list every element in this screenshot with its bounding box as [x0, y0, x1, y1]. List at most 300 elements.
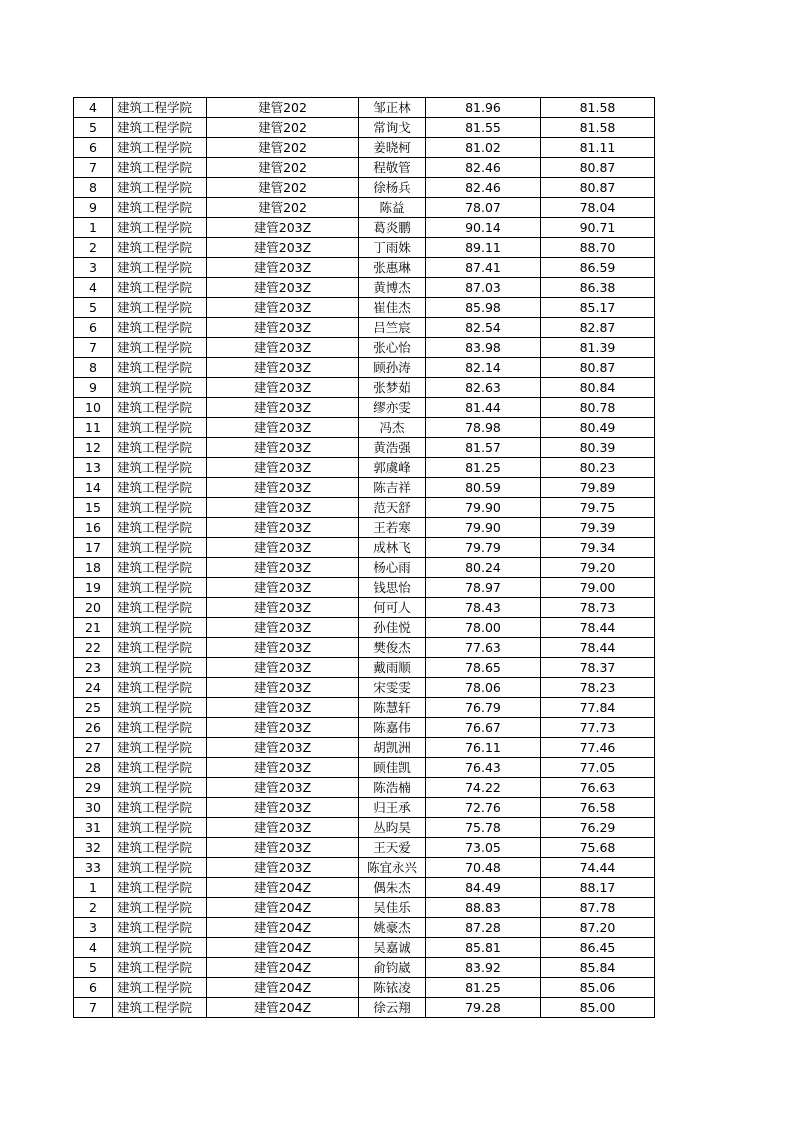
score-2-cell: 80.87: [541, 178, 655, 198]
college-cell: 建筑工程学院: [113, 798, 207, 818]
score-1-cell: 79.90: [426, 498, 541, 518]
class-cell: 建管203Z: [207, 678, 359, 698]
college-cell: 建筑工程学院: [113, 298, 207, 318]
student-name-cell: 成林飞: [359, 538, 426, 558]
table-row: [74, 678, 655, 698]
score-2-cell: 79.39: [541, 518, 655, 538]
table-row: [74, 978, 655, 998]
score-1-cell: 87.28: [426, 918, 541, 938]
score-1-cell: 76.67: [426, 718, 541, 738]
score-2-cell: 79.20: [541, 558, 655, 578]
row-number-cell: 22: [74, 638, 113, 658]
row-number-cell: 11: [74, 418, 113, 438]
score-1-cell: 80.59: [426, 478, 541, 498]
score-1-cell: 70.48: [426, 858, 541, 878]
row-number-cell: 23: [74, 658, 113, 678]
class-cell: 建管203Z: [207, 658, 359, 678]
college-cell: 建筑工程学院: [113, 438, 207, 458]
table-row: [74, 958, 655, 978]
class-cell: 建管203Z: [207, 838, 359, 858]
score-1-cell: 81.55: [426, 118, 541, 138]
table-row: [74, 878, 655, 898]
row-number-cell: 4: [74, 98, 113, 118]
score-1-cell: 78.97: [426, 578, 541, 598]
student-name-cell: 黄浩强: [359, 438, 426, 458]
student-name-cell: 陈浩楠: [359, 778, 426, 798]
class-cell: 建管203Z: [207, 278, 359, 298]
score-1-cell: 81.25: [426, 458, 541, 478]
score-1-cell: 85.98: [426, 298, 541, 318]
college-cell: 建筑工程学院: [113, 898, 207, 918]
student-name-cell: 宋雯雯: [359, 678, 426, 698]
row-number-cell: 7: [74, 158, 113, 178]
college-cell: 建筑工程学院: [113, 238, 207, 258]
row-number-cell: 27: [74, 738, 113, 758]
student-name-cell: 王若寒: [359, 518, 426, 538]
table-row: [74, 578, 655, 598]
class-cell: 建管203Z: [207, 758, 359, 778]
score-2-cell: 81.58: [541, 98, 655, 118]
table-row: [74, 278, 655, 298]
college-cell: 建筑工程学院: [113, 758, 207, 778]
row-number-cell: 4: [74, 278, 113, 298]
table-row: [74, 298, 655, 318]
student-name-cell: 俞钧崴: [359, 958, 426, 978]
college-cell: 建筑工程学院: [113, 498, 207, 518]
score-2-cell: 77.46: [541, 738, 655, 758]
college-cell: 建筑工程学院: [113, 918, 207, 938]
student-name-cell: 范天舒: [359, 498, 426, 518]
class-cell: 建管203Z: [207, 298, 359, 318]
score-2-cell: 77.05: [541, 758, 655, 778]
college-cell: 建筑工程学院: [113, 998, 207, 1018]
row-number-cell: 17: [74, 538, 113, 558]
class-cell: 建管203Z: [207, 778, 359, 798]
row-number-cell: 13: [74, 458, 113, 478]
row-number-cell: 5: [74, 118, 113, 138]
score-2-cell: 86.45: [541, 938, 655, 958]
student-name-cell: 吴嘉诚: [359, 938, 426, 958]
row-number-cell: 2: [74, 238, 113, 258]
class-cell: 建管204Z: [207, 918, 359, 938]
college-cell: 建筑工程学院: [113, 618, 207, 638]
table-row: [74, 98, 655, 118]
table-row: [74, 238, 655, 258]
table-row: [74, 918, 655, 938]
score-1-cell: 79.79: [426, 538, 541, 558]
score-1-cell: 76.11: [426, 738, 541, 758]
score-2-cell: 88.17: [541, 878, 655, 898]
score-2-cell: 80.87: [541, 358, 655, 378]
student-name-cell: 陈益: [359, 198, 426, 218]
class-cell: 建管203Z: [207, 818, 359, 838]
row-number-cell: 29: [74, 778, 113, 798]
table-row: [74, 898, 655, 918]
class-cell: 建管202: [207, 178, 359, 198]
row-number-cell: 1: [74, 218, 113, 238]
score-2-cell: 79.34: [541, 538, 655, 558]
college-cell: 建筑工程学院: [113, 318, 207, 338]
table-row: [74, 558, 655, 578]
score-2-cell: 80.49: [541, 418, 655, 438]
score-2-cell: 85.17: [541, 298, 655, 318]
row-number-cell: 5: [74, 298, 113, 318]
score-2-cell: 78.04: [541, 198, 655, 218]
row-number-cell: 32: [74, 838, 113, 858]
college-cell: 建筑工程学院: [113, 158, 207, 178]
student-name-cell: 吴佳乐: [359, 898, 426, 918]
college-cell: 建筑工程学院: [113, 958, 207, 978]
row-number-cell: 6: [74, 318, 113, 338]
row-number-cell: 3: [74, 258, 113, 278]
row-number-cell: 18: [74, 558, 113, 578]
row-number-cell: 8: [74, 178, 113, 198]
college-cell: 建筑工程学院: [113, 258, 207, 278]
student-name-cell: 张梦茹: [359, 378, 426, 398]
student-name-cell: 程敬管: [359, 158, 426, 178]
score-1-cell: 90.14: [426, 218, 541, 238]
class-cell: 建管202: [207, 138, 359, 158]
class-cell: 建管203Z: [207, 538, 359, 558]
score-2-cell: 79.75: [541, 498, 655, 518]
score-2-cell: 78.73: [541, 598, 655, 618]
row-number-cell: 21: [74, 618, 113, 638]
college-cell: 建筑工程学院: [113, 718, 207, 738]
score-2-cell: 76.63: [541, 778, 655, 798]
row-number-cell: 24: [74, 678, 113, 698]
row-number-cell: 7: [74, 338, 113, 358]
student-name-cell: 偶朱杰: [359, 878, 426, 898]
college-cell: 建筑工程学院: [113, 818, 207, 838]
score-2-cell: 78.37: [541, 658, 655, 678]
table-row: [74, 938, 655, 958]
student-name-cell: 缪亦雯: [359, 398, 426, 418]
student-name-cell: 胡凯洲: [359, 738, 426, 758]
student-name-cell: 顾孙涛: [359, 358, 426, 378]
college-cell: 建筑工程学院: [113, 838, 207, 858]
class-cell: 建管203Z: [207, 558, 359, 578]
student-name-cell: 张心怡: [359, 338, 426, 358]
college-cell: 建筑工程学院: [113, 598, 207, 618]
student-name-cell: 徐云翔: [359, 998, 426, 1018]
row-number-cell: 33: [74, 858, 113, 878]
table-row: [74, 738, 655, 758]
table-row: [74, 258, 655, 278]
college-cell: 建筑工程学院: [113, 278, 207, 298]
table-row: [74, 178, 655, 198]
row-number-cell: 4: [74, 938, 113, 958]
table-row: [74, 398, 655, 418]
score-2-cell: 75.68: [541, 838, 655, 858]
score-1-cell: 85.81: [426, 938, 541, 958]
college-cell: 建筑工程学院: [113, 138, 207, 158]
score-1-cell: 82.63: [426, 378, 541, 398]
score-2-cell: 88.70: [541, 238, 655, 258]
student-name-cell: 郭虞峰: [359, 458, 426, 478]
row-number-cell: 9: [74, 378, 113, 398]
score-1-cell: 76.43: [426, 758, 541, 778]
class-cell: 建管203Z: [207, 798, 359, 818]
score-2-cell: 80.87: [541, 158, 655, 178]
student-name-cell: 黄博杰: [359, 278, 426, 298]
table-row: [74, 478, 655, 498]
class-cell: 建管203Z: [207, 618, 359, 638]
table-row: [74, 858, 655, 878]
college-cell: 建筑工程学院: [113, 858, 207, 878]
score-2-cell: 77.73: [541, 718, 655, 738]
score-1-cell: 82.46: [426, 178, 541, 198]
student-name-cell: 陈吉祥: [359, 478, 426, 498]
college-cell: 建筑工程学院: [113, 178, 207, 198]
table-row: [74, 798, 655, 818]
student-name-cell: 樊俊杰: [359, 638, 426, 658]
table-row: [74, 138, 655, 158]
score-1-cell: 84.49: [426, 878, 541, 898]
score-1-cell: 82.14: [426, 358, 541, 378]
table-row: [74, 458, 655, 478]
class-cell: 建管203Z: [207, 478, 359, 498]
class-cell: 建管203Z: [207, 378, 359, 398]
student-name-cell: 陈铱凌: [359, 978, 426, 998]
class-cell: 建管203Z: [207, 518, 359, 538]
class-cell: 建管203Z: [207, 738, 359, 758]
class-cell: 建管204Z: [207, 938, 359, 958]
table-row: [74, 538, 655, 558]
college-cell: 建筑工程学院: [113, 938, 207, 958]
class-cell: 建管204Z: [207, 878, 359, 898]
row-number-cell: 15: [74, 498, 113, 518]
student-name-cell: 邹正林: [359, 98, 426, 118]
table-row: [74, 158, 655, 178]
class-cell: 建管203Z: [207, 858, 359, 878]
table-row: [74, 438, 655, 458]
student-name-cell: 常询戈: [359, 118, 426, 138]
class-cell: 建管204Z: [207, 898, 359, 918]
score-2-cell: 81.11: [541, 138, 655, 158]
score-2-cell: 86.59: [541, 258, 655, 278]
college-cell: 建筑工程学院: [113, 458, 207, 478]
table-row: [74, 218, 655, 238]
score-1-cell: 73.05: [426, 838, 541, 858]
table-row: [74, 818, 655, 838]
row-number-cell: 31: [74, 818, 113, 838]
college-cell: 建筑工程学院: [113, 678, 207, 698]
score-1-cell: 81.96: [426, 98, 541, 118]
score-1-cell: 82.54: [426, 318, 541, 338]
row-number-cell: 8: [74, 358, 113, 378]
score-2-cell: 79.00: [541, 578, 655, 598]
score-2-cell: 78.23: [541, 678, 655, 698]
score-2-cell: 78.44: [541, 618, 655, 638]
score-1-cell: 89.11: [426, 238, 541, 258]
table-row: [74, 778, 655, 798]
row-number-cell: 28: [74, 758, 113, 778]
student-name-cell: 何可人: [359, 598, 426, 618]
score-1-cell: 83.92: [426, 958, 541, 978]
row-number-cell: 19: [74, 578, 113, 598]
row-number-cell: 9: [74, 198, 113, 218]
score-2-cell: 86.38: [541, 278, 655, 298]
score-1-cell: 80.24: [426, 558, 541, 578]
college-cell: 建筑工程学院: [113, 358, 207, 378]
college-cell: 建筑工程学院: [113, 698, 207, 718]
score-1-cell: 75.78: [426, 818, 541, 838]
table-row: [74, 718, 655, 738]
score-2-cell: 80.84: [541, 378, 655, 398]
class-cell: 建管202: [207, 118, 359, 138]
table-row: [74, 838, 655, 858]
college-cell: 建筑工程学院: [113, 338, 207, 358]
table-row: [74, 658, 655, 678]
score-1-cell: 87.03: [426, 278, 541, 298]
class-cell: 建管203Z: [207, 638, 359, 658]
college-cell: 建筑工程学院: [113, 98, 207, 118]
table-row: [74, 318, 655, 338]
score-1-cell: 81.44: [426, 398, 541, 418]
table-row: [74, 758, 655, 778]
score-1-cell: 88.83: [426, 898, 541, 918]
score-table: [73, 97, 655, 1018]
class-cell: 建管203Z: [207, 238, 359, 258]
row-number-cell: 10: [74, 398, 113, 418]
college-cell: 建筑工程学院: [113, 398, 207, 418]
score-1-cell: 78.65: [426, 658, 541, 678]
table-row: [74, 518, 655, 538]
table-row: [74, 418, 655, 438]
student-name-cell: 冯杰: [359, 418, 426, 438]
table-row: [74, 618, 655, 638]
college-cell: 建筑工程学院: [113, 878, 207, 898]
student-name-cell: 孙佳悦: [359, 618, 426, 638]
student-name-cell: 吕竺宸: [359, 318, 426, 338]
college-cell: 建筑工程学院: [113, 218, 207, 238]
class-cell: 建管202: [207, 98, 359, 118]
class-cell: 建管202: [207, 158, 359, 178]
score-1-cell: 78.43: [426, 598, 541, 618]
score-1-cell: 81.02: [426, 138, 541, 158]
student-name-cell: 归王承: [359, 798, 426, 818]
row-number-cell: 20: [74, 598, 113, 618]
score-1-cell: 78.07: [426, 198, 541, 218]
class-cell: 建管204Z: [207, 998, 359, 1018]
college-cell: 建筑工程学院: [113, 418, 207, 438]
row-number-cell: 1: [74, 878, 113, 898]
class-cell: 建管204Z: [207, 978, 359, 998]
table-row: [74, 338, 655, 358]
class-cell: 建管203Z: [207, 598, 359, 618]
student-name-cell: 陈慧轩: [359, 698, 426, 718]
table-row: [74, 358, 655, 378]
score-2-cell: 80.23: [541, 458, 655, 478]
row-number-cell: 7: [74, 998, 113, 1018]
row-number-cell: 26: [74, 718, 113, 738]
row-number-cell: 6: [74, 138, 113, 158]
class-cell: 建管203Z: [207, 258, 359, 278]
class-cell: 建管203Z: [207, 498, 359, 518]
college-cell: 建筑工程学院: [113, 658, 207, 678]
student-name-cell: 陈嘉伟: [359, 718, 426, 738]
student-name-cell: 戴雨顺: [359, 658, 426, 678]
row-number-cell: 3: [74, 918, 113, 938]
score-2-cell: 80.39: [541, 438, 655, 458]
score-1-cell: 76.79: [426, 698, 541, 718]
row-number-cell: 12: [74, 438, 113, 458]
score-2-cell: 85.00: [541, 998, 655, 1018]
score-2-cell: 81.39: [541, 338, 655, 358]
score-2-cell: 80.78: [541, 398, 655, 418]
student-name-cell: 丛昀昊: [359, 818, 426, 838]
score-1-cell: 83.98: [426, 338, 541, 358]
college-cell: 建筑工程学院: [113, 638, 207, 658]
score-1-cell: 79.90: [426, 518, 541, 538]
student-name-cell: 杨心雨: [359, 558, 426, 578]
college-cell: 建筑工程学院: [113, 738, 207, 758]
table-row: [74, 378, 655, 398]
student-name-cell: 崔佳杰: [359, 298, 426, 318]
class-cell: 建管203Z: [207, 418, 359, 438]
table-row: [74, 118, 655, 138]
class-cell: 建管203Z: [207, 578, 359, 598]
table-row: [74, 998, 655, 1018]
college-cell: 建筑工程学院: [113, 198, 207, 218]
score-2-cell: 76.29: [541, 818, 655, 838]
student-name-cell: 王天爱: [359, 838, 426, 858]
score-2-cell: 78.44: [541, 638, 655, 658]
row-number-cell: 6: [74, 978, 113, 998]
class-cell: 建管204Z: [207, 958, 359, 978]
class-cell: 建管203Z: [207, 718, 359, 738]
row-number-cell: 25: [74, 698, 113, 718]
college-cell: 建筑工程学院: [113, 578, 207, 598]
student-name-cell: 姜晓柯: [359, 138, 426, 158]
score-2-cell: 79.89: [541, 478, 655, 498]
college-cell: 建筑工程学院: [113, 518, 207, 538]
row-number-cell: 14: [74, 478, 113, 498]
college-cell: 建筑工程学院: [113, 978, 207, 998]
class-cell: 建管202: [207, 198, 359, 218]
table-row: [74, 498, 655, 518]
table-row: [74, 638, 655, 658]
student-name-cell: 顾佳凯: [359, 758, 426, 778]
college-cell: 建筑工程学院: [113, 538, 207, 558]
student-name-cell: 钱思怡: [359, 578, 426, 598]
score-1-cell: 78.06: [426, 678, 541, 698]
score-2-cell: 85.84: [541, 958, 655, 978]
row-number-cell: 5: [74, 958, 113, 978]
class-cell: 建管203Z: [207, 438, 359, 458]
score-1-cell: 78.00: [426, 618, 541, 638]
student-name-cell: 丁雨姝: [359, 238, 426, 258]
college-cell: 建筑工程学院: [113, 378, 207, 398]
score-2-cell: 81.58: [541, 118, 655, 138]
score-1-cell: 72.76: [426, 798, 541, 818]
score-2-cell: 90.71: [541, 218, 655, 238]
table-row: [74, 598, 655, 618]
score-1-cell: 78.98: [426, 418, 541, 438]
class-cell: 建管203Z: [207, 318, 359, 338]
score-1-cell: 81.25: [426, 978, 541, 998]
score-2-cell: 87.78: [541, 898, 655, 918]
score-2-cell: 77.84: [541, 698, 655, 718]
class-cell: 建管203Z: [207, 218, 359, 238]
college-cell: 建筑工程学院: [113, 558, 207, 578]
score-1-cell: 81.57: [426, 438, 541, 458]
score-1-cell: 79.28: [426, 998, 541, 1018]
student-name-cell: 陈宜永兴: [359, 858, 426, 878]
student-name-cell: 张惠琳: [359, 258, 426, 278]
score-2-cell: 85.06: [541, 978, 655, 998]
class-cell: 建管203Z: [207, 458, 359, 478]
